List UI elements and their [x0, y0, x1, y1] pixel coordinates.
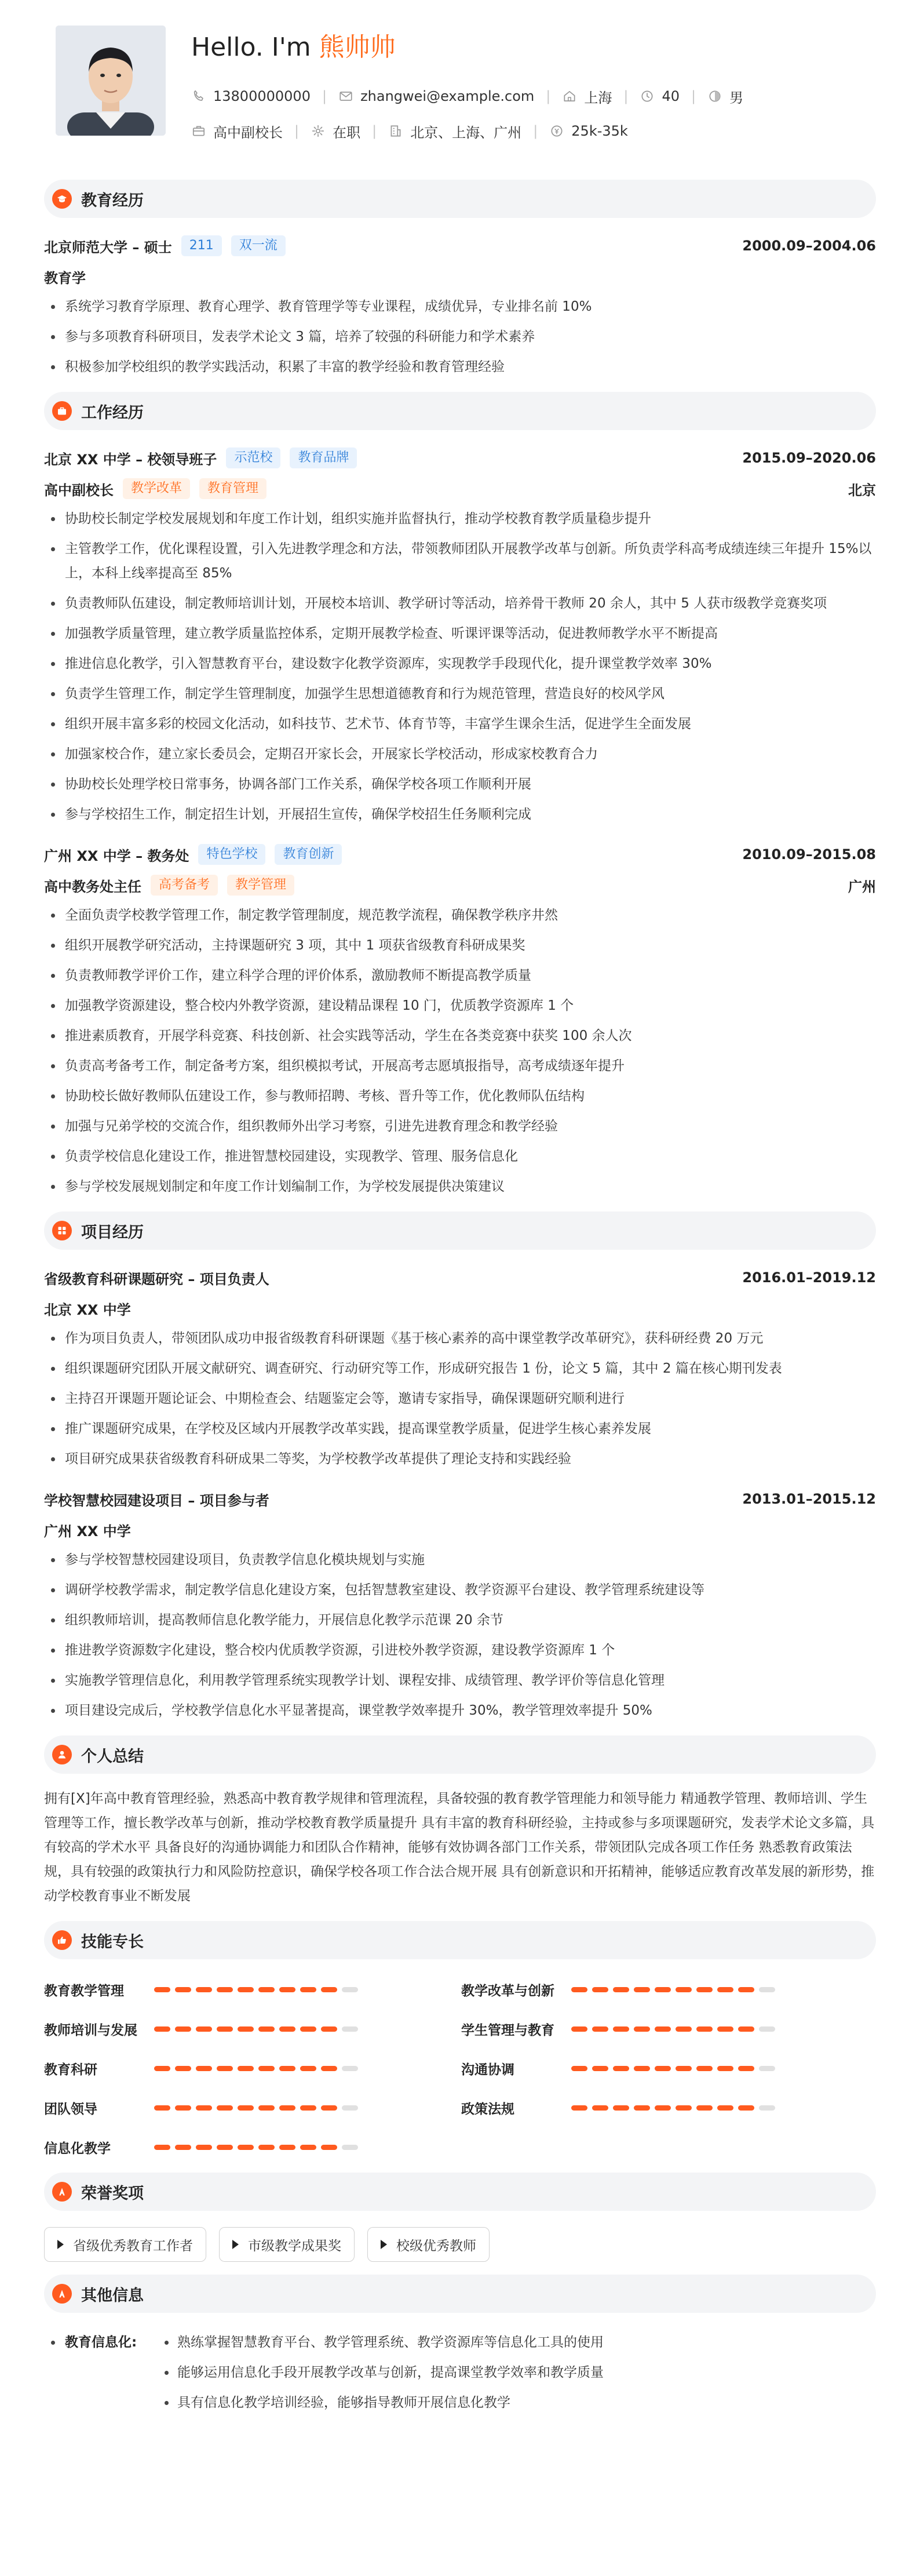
skill-segment	[238, 2026, 254, 2032]
award-label: 市级教学成果奖	[248, 2238, 341, 2254]
email-icon	[338, 89, 353, 104]
skill-name: 教育科研	[44, 2062, 97, 2077]
skill-segment	[217, 2066, 233, 2071]
role-tag: 教学改革	[123, 478, 190, 499]
email-value: zhangwei@example.com	[360, 88, 535, 104]
list-item: 组织课题研究团队开展文献研究、调查研究、行动研究等工作，形成研究报告 1 份，论文 5 篇，其中 2 篇在核心期刊发表	[44, 1356, 876, 1381]
skill-segment	[175, 1987, 191, 1992]
separator: |	[294, 123, 300, 139]
letter-a-icon	[52, 2284, 72, 2304]
skill-level-bar	[571, 2105, 780, 2111]
skill-segment	[759, 2026, 775, 2032]
list-item: 主持召开课题开题论证会、中期检查会、结题鉴定会等，邀请专家指导，确保课题研究顺利进行	[44, 1387, 876, 1411]
projects-section	[44, 1211, 876, 1723]
list-item: 推进教学资源数字化建设，整合校内优质教学资源，引进校外教学资源，建设教学资源库 1 个	[44, 1638, 876, 1662]
skill-segment	[717, 2026, 733, 2032]
greeting-line	[191, 30, 396, 65]
list-item: 组织开展教学研究活动，主持课题研究 3 项，其中 1 项获省级教育科研成果奖	[44, 933, 876, 958]
skill-segment	[342, 2105, 358, 2111]
skill-level-bar	[154, 2105, 363, 2111]
role-title: 高中副校长	[44, 482, 114, 499]
skill-segment	[196, 2145, 212, 2150]
bullet-list	[44, 294, 876, 379]
skill-segment	[321, 2066, 337, 2071]
skill-segment	[258, 2105, 275, 2111]
list-item: 组织教师培训，提高教师信息化教学能力，开展信息化教学示范课 20 余节	[44, 1608, 876, 1632]
skill-segment	[217, 2026, 233, 2032]
skill-name: 学生管理与教育	[461, 2022, 554, 2038]
skill-segment	[613, 1987, 629, 1992]
skill-segment	[175, 2026, 191, 2032]
list-item: 参与学校智慧校园建设项目，负责教学信息化模块规划与实施	[44, 1548, 876, 1572]
skill-segment	[258, 2026, 275, 2032]
role-title: 高中教务处主任	[44, 878, 141, 895]
skill-level-bar	[571, 2026, 780, 2032]
briefcase-icon	[52, 401, 72, 421]
skill-row	[461, 1977, 876, 2002]
status-value: 在职	[333, 124, 361, 141]
other-info-label: 教育信息化:	[44, 2330, 160, 2421]
section-header	[44, 392, 876, 430]
section-title: 工作经历	[81, 403, 144, 422]
project-name: 省级教育科研课题研究 – 项目负责人	[44, 1271, 269, 1287]
skill-segment	[196, 1987, 212, 1992]
position-value: 高中副校长	[213, 124, 283, 141]
skill-segment	[217, 2145, 233, 2150]
skill-segment	[238, 1987, 254, 1992]
role-tag: 教育管理	[199, 478, 266, 499]
skill-segment	[738, 2066, 754, 2071]
skill-segment	[655, 2105, 671, 2111]
locations-value: 北京、上海、广州	[410, 124, 522, 141]
skill-segment	[592, 1987, 608, 1992]
list-item: 协助校长做好教师队伍建设工作，参与教师招聘、考核、晋升等工作，优化教师队伍结构	[44, 1084, 876, 1108]
list-item: 调研学校教学需求，制定教学信息化建设方案，包括智慧教室建设、教学资源平台建设、教学管理系统建设等	[44, 1578, 876, 1602]
other-info-section	[44, 2275, 876, 2421]
skill-segment	[676, 2026, 692, 2032]
section-header	[44, 2173, 876, 2211]
entry-header	[44, 1265, 876, 1290]
entry-header	[44, 445, 876, 471]
bullet-list	[44, 507, 876, 827]
phone-icon	[191, 89, 206, 104]
skill-segment	[571, 2026, 587, 2032]
separator: |	[691, 88, 696, 104]
skill-level-bar	[154, 2145, 363, 2150]
skill-segment	[655, 1987, 671, 1992]
skill-segment	[300, 2105, 316, 2111]
skill-segment	[342, 2066, 358, 2071]
list-item: 负责学生管理工作，制定学生管理制度，加强学生思想道德教育和行为规范管理，营造良好的校风学风	[44, 682, 876, 706]
skill-segment	[238, 2145, 254, 2150]
project-org: 广州 XX 中学	[44, 1523, 131, 1540]
list-item: 实施教学管理信息化，利用教学管理系统实现教学计划、课程安排、成绩管理、教学评价等信息化管理	[44, 1668, 876, 1693]
skill-segment	[634, 2105, 650, 2111]
skill-segment	[300, 2026, 316, 2032]
list-item: 推广课题研究成果，在学校及区域内开展教学改革实践，提高课堂教学质量，促进学生核心素养发展	[44, 1417, 876, 1441]
skill-segment	[196, 2066, 212, 2071]
section-title: 技能专长	[81, 1933, 144, 1951]
skill-name: 团队领导	[44, 2101, 97, 2117]
list-item: 协助校长制定学校发展规划和年度工作计划，组织实施并监督执行，推动学校教育教学质量稳步提升	[44, 507, 876, 531]
briefcase-icon	[191, 123, 206, 139]
skill-row	[44, 2055, 461, 2081]
skill-segment	[300, 1987, 316, 1992]
play-triangle-icon	[381, 2240, 387, 2249]
skill-segment	[738, 2105, 754, 2111]
skill-segment	[655, 2066, 671, 2071]
awards-list	[44, 2227, 876, 2262]
skill-name: 沟通协调	[461, 2062, 514, 2077]
skill-name: 教育教学管理	[44, 1983, 124, 1999]
skill-segment	[571, 2066, 587, 2071]
skill-level-bar	[154, 1987, 363, 1992]
section-header	[44, 2275, 876, 2313]
skill-segment	[696, 1987, 713, 1992]
bullet-list	[160, 2330, 604, 2421]
skill-segment	[154, 2145, 170, 2150]
skill-segment	[258, 2066, 275, 2071]
skill-segment	[738, 2026, 754, 2032]
skill-segment	[738, 1987, 754, 1992]
skill-segment	[717, 2105, 733, 2111]
school-name: 北京师范大学 – 硕士	[44, 239, 172, 256]
list-item: 加强教学质量管理，建立教学质量监控体系，定期开展教学检查、听课评课等活动，促进教师教学水平不断提高	[44, 621, 876, 646]
section-title: 项目经历	[81, 1223, 144, 1242]
bullet-list	[44, 1548, 876, 1723]
skill-segment	[196, 2105, 212, 2111]
section-title: 教育经历	[81, 191, 144, 210]
list-item: 加强与兄弟学校的交流合作，组织教师外出学习考察，引进先进教育理念和教学经验	[44, 1114, 876, 1138]
organization-name: 广州 XX 中学 – 教务处	[44, 847, 189, 864]
summary-text: 拥有[X]年高中教育管理经验，熟悉高中教育教学规律和管理流程，具备较强的教育教学管理能力和领导能力 精通教学管理、教师培训、学生管理等工作，擅长教学改革与创新，推动学校教育教学质量提升 具有丰富的教育科研经验，主持或参与多项课题研究，发表学术论文多篇，具有较高的学术水平 具备良好的沟通协调能力和团队合作精神，能够有效协调各部门工作关系，带领团队完成各项工作任务 熟悉教育政策法规，具有较强的政策执行力和风险防控意识，确保学校各项工作合法合规开展 具有创新意识和开拓精神，能够适应教育改革发展的新形势，推动学校教育事业不断发展	[44, 1791, 875, 1904]
grid-icon	[52, 1221, 72, 1240]
award-label: 省级优秀教育工作者	[73, 2238, 193, 2254]
skill-level-bar	[154, 2026, 363, 2032]
phone-value: 13800000000	[213, 88, 311, 104]
play-triangle-icon	[232, 2240, 239, 2249]
entry-date: 2010.09–2015.08	[742, 846, 876, 863]
org-tag: 教育品牌	[290, 447, 357, 468]
contact-row	[191, 85, 743, 108]
list-item: 能够运用信息化手段开展教学改革与创新，提高课堂教学效率和教学质量	[160, 2360, 604, 2385]
gender-value: 男	[729, 89, 744, 106]
skill-segment	[175, 2105, 191, 2111]
skill-row	[44, 2134, 461, 2160]
skill-segment	[321, 2105, 337, 2111]
entry-header	[44, 842, 876, 867]
skill-segment	[696, 2066, 713, 2071]
project-org: 北京 XX 中学	[44, 1301, 131, 1318]
entry-date: 2000.09–2004.06	[742, 238, 876, 254]
skill-segment	[175, 2066, 191, 2071]
age-icon	[640, 89, 655, 104]
entry-subheader	[44, 263, 876, 290]
skill-segment	[217, 2105, 233, 2111]
candidate-name: 熊帅帅	[319, 32, 396, 62]
skill-row	[44, 2016, 461, 2042]
skill-segment	[217, 1987, 233, 1992]
skill-segment	[634, 2066, 650, 2071]
skill-segment	[154, 2066, 170, 2071]
separator: |	[322, 88, 327, 104]
summary-section	[44, 1735, 876, 1908]
skill-row	[44, 2095, 461, 2120]
skill-segment	[279, 2026, 295, 2032]
skill-name: 教学改革与创新	[461, 1983, 554, 1999]
section-header	[44, 1735, 876, 1774]
school-tag: 双一流	[231, 235, 286, 256]
skill-level-bar	[571, 2066, 780, 2071]
list-item: 作为项目负责人，带领团队成功申报省级教育科研课题《基于核心素养的高中课堂教学改革研究》，获科研经费 20 万元	[44, 1326, 876, 1351]
list-item: 加强教学资源建设，整合校内外教学资源，建设精品课程 10 门，优质教学资源库 1 个	[44, 994, 876, 1018]
skill-segment	[154, 2026, 170, 2032]
skill-segment	[279, 2105, 295, 2111]
award-chip	[219, 2227, 355, 2262]
section-header	[44, 1211, 876, 1250]
list-item: 积极参加学校组织的教学实践活动，积累了丰富的教学经验和教育管理经验	[44, 355, 876, 379]
list-item: 参与学校招生工作，制定招生计划，开展招生宣传，确保学校招生任务顺利完成	[44, 802, 876, 827]
skill-segment	[613, 2026, 629, 2032]
gender-icon	[707, 89, 722, 104]
skill-segment	[592, 2105, 608, 2111]
skill-segment	[676, 2066, 692, 2071]
list-item: 全面负责学校教学管理工作，制定教学管理制度，规范教学流程，确保教学秩序井然	[44, 903, 876, 927]
entry-date: 2013.01–2015.12	[742, 1491, 876, 1507]
work-entry	[44, 445, 876, 827]
separator: |	[372, 123, 377, 139]
skill-segment	[571, 1987, 587, 1992]
entry-title	[44, 844, 342, 865]
salary-item	[549, 123, 628, 139]
salary-value: 25k-35k	[571, 123, 628, 139]
skill-segment	[592, 2066, 608, 2071]
skill-segment	[279, 2145, 295, 2150]
list-item: 组织开展丰富多彩的校园文化活动，如科技节、艺术节、体育节等，丰富学生课余生活，促进学生全面发展	[44, 712, 876, 736]
section-header	[44, 1921, 876, 1959]
skill-segment	[154, 1987, 170, 1992]
award-icon	[52, 2182, 72, 2202]
skill-segment	[759, 2105, 775, 2111]
user-icon	[52, 1745, 72, 1764]
list-item: 负责高考备考工作，制定备考方案，组织模拟考试，开展高考志愿填报指导，高考成绩逐年提升	[44, 1054, 876, 1078]
entry-date: 2016.01–2019.12	[742, 1269, 876, 1286]
award-chip	[367, 2227, 490, 2262]
resume-header	[44, 20, 876, 170]
award-chip	[44, 2227, 206, 2262]
locations-item	[388, 121, 521, 141]
skill-row	[461, 2095, 876, 2120]
skills-section	[44, 1921, 876, 2160]
bullet-list	[44, 1326, 876, 1471]
project-name: 学校智慧校园建设项目 – 项目参与者	[44, 1492, 269, 1509]
skill-segment	[634, 2026, 650, 2032]
thumbs-up-icon	[52, 1930, 72, 1950]
phone-item	[191, 88, 311, 104]
skill-segment	[321, 2145, 337, 2150]
skill-segment	[342, 2145, 358, 2150]
skill-level-bar	[571, 1987, 780, 1992]
other-info-row	[44, 2330, 876, 2421]
entry-title	[44, 447, 357, 468]
separator: |	[623, 88, 629, 104]
skill-name: 信息化教学	[44, 2141, 111, 2156]
org-tag: 教育创新	[275, 844, 342, 865]
skill-segment	[655, 2026, 671, 2032]
skill-segment	[279, 2066, 295, 2071]
skill-segment	[592, 2026, 608, 2032]
avatar	[56, 26, 166, 136]
skill-segment	[175, 2145, 191, 2150]
skill-segment	[571, 2105, 587, 2111]
list-item: 加强家校合作，建立家长委员会，定期召开家长会，开展家长学校活动，形成家校教育合力	[44, 742, 876, 766]
skill-segment	[321, 2026, 337, 2032]
list-item: 系统学习教育学原理、教育心理学、教育管理学等专业课程，成绩优异，专业排名前 10%	[44, 294, 876, 319]
city-item	[562, 86, 612, 107]
section-title: 个人总结	[81, 1747, 144, 1766]
skill-segment	[613, 2105, 629, 2111]
school-tag: 211	[181, 235, 222, 256]
bullet-list	[44, 903, 876, 1199]
separator: |	[533, 123, 538, 139]
role-line	[44, 875, 294, 896]
skill-segment	[634, 1987, 650, 1992]
section-title: 荣誉奖项	[81, 2184, 144, 2203]
list-item: 具有信息化教学培训经验，能够指导教师开展信息化教学	[160, 2391, 604, 2415]
entry-title	[44, 235, 286, 256]
skill-segment	[676, 2105, 692, 2111]
skill-segment	[238, 2066, 254, 2071]
skill-segment	[342, 1987, 358, 1992]
list-item: 负责学校信息化建设工作，推进智慧校园建设，实现教学、管理、服务信息化	[44, 1144, 876, 1169]
education-entry	[44, 233, 876, 379]
skill-segment	[342, 2026, 358, 2032]
skill-segment	[300, 2145, 316, 2150]
list-item: 主管教学工作，优化课程设置，引入先进教学理念和方法，带领教师团队开展教学改革与创新。所负责学科高考成绩连续三年提升 15%以上，本科上线率提高至 85%	[44, 537, 876, 585]
list-item: 负责教师队伍建设，制定教师培训计划，开展校本培训、教学研讨等活动，培养骨干教师 20 余人，其中 5 人获市级教学竞赛奖项	[44, 591, 876, 616]
major: 教育学	[44, 270, 86, 286]
role-tag: 高考备考	[151, 875, 218, 896]
position-item	[191, 121, 283, 141]
job-location: 北京	[848, 482, 876, 499]
org-tag: 示范校	[226, 447, 280, 468]
home-icon	[562, 89, 577, 104]
skill-segment	[696, 2105, 713, 2111]
work-entry	[44, 842, 876, 1199]
list-item: 协助校长处理学校日常事务，协调各部门工作关系，确保学校各项工作顺利开展	[44, 772, 876, 796]
entry-header	[44, 1486, 876, 1512]
salary-icon	[549, 123, 564, 139]
age-item	[640, 88, 680, 104]
skill-segment	[717, 1987, 733, 1992]
skill-segment	[196, 2026, 212, 2032]
separator: |	[546, 88, 551, 104]
skill-row	[461, 2016, 876, 2042]
email-item	[338, 88, 534, 104]
project-entry	[44, 1265, 876, 1471]
entry-subheader	[44, 1516, 876, 1543]
gear-icon	[311, 123, 326, 139]
gender-item	[707, 86, 743, 107]
age-value: 40	[662, 88, 680, 104]
skills-grid	[44, 1977, 876, 2160]
list-item: 熟练掌握智慧教育平台、教学管理系统、教学资源库等信息化工具的使用	[160, 2330, 604, 2355]
skill-segment	[717, 2066, 733, 2071]
list-item: 项目建设完成后，学校教学信息化水平显著提高，课堂教学效率提升 30%，教学管理效率提升 50%	[44, 1698, 876, 1723]
entry-date: 2015.09–2020.06	[742, 450, 876, 466]
skill-segment	[238, 2105, 254, 2111]
skill-segment	[759, 1987, 775, 1992]
award-label: 校级优秀教师	[396, 2238, 476, 2254]
list-item: 参与学校发展规划制定和年度工作计划编制工作，为学校发展提供决策建议	[44, 1174, 876, 1199]
list-item: 项目研究成果获省级教育科研成果二等奖，为学校教学改革提供了理论支持和实践经验	[44, 1447, 876, 1471]
greeting-text: Hello. I'm	[191, 32, 319, 62]
role-line	[44, 478, 266, 499]
organization-name: 北京 XX 中学 – 校领导班子	[44, 451, 217, 468]
entry-subheader	[44, 872, 876, 898]
skill-segment	[613, 2066, 629, 2071]
skill-segment	[321, 1987, 337, 1992]
skill-segment	[300, 2066, 316, 2071]
org-tag: 特色学校	[198, 844, 265, 865]
entry-header	[44, 233, 876, 259]
skill-segment	[258, 2145, 275, 2150]
skill-level-bar	[154, 2066, 363, 2071]
work-section	[44, 392, 876, 1199]
skill-segment	[279, 1987, 295, 1992]
project-entry	[44, 1486, 876, 1723]
job-intent-row	[191, 119, 628, 143]
skill-row	[44, 1977, 461, 2002]
skill-segment	[759, 2066, 775, 2071]
skill-row	[461, 2055, 876, 2081]
list-item: 推进素质教育，开展学科竞赛、科技创新、社会实践等活动，学生在各类竞赛中获奖 100 余人次	[44, 1024, 876, 1048]
role-tag: 教学管理	[227, 875, 294, 896]
list-item: 参与多项教育科研项目，发表学术论文 3 篇，培养了较强的科研能力和学术素养	[44, 325, 876, 349]
list-item: 负责教师教学评价工作，建立科学合理的评价体系，激励教师不断提高教学质量	[44, 963, 876, 988]
graduation-cap-icon	[52, 189, 72, 209]
awards-section	[44, 2173, 876, 2262]
skill-name: 政策法规	[461, 2101, 514, 2117]
play-triangle-icon	[57, 2240, 64, 2249]
entry-subheader	[44, 1295, 876, 1322]
education-section	[44, 180, 876, 379]
list-item: 推进信息化教学，引入智慧教育平台，建设数字化教学资源库，实现教学手段现代化，提升课堂教学效率 30%	[44, 652, 876, 676]
skill-segment	[154, 2105, 170, 2111]
building-icon	[388, 123, 403, 139]
entry-subheader	[44, 475, 876, 502]
status-item	[311, 121, 360, 141]
city-value: 上海	[584, 89, 612, 106]
skill-segment	[696, 2026, 713, 2032]
skill-segment	[258, 1987, 275, 1992]
other-info-body	[44, 2330, 876, 2421]
section-header	[44, 180, 876, 218]
skill-name: 教师培训与发展	[44, 2022, 137, 2038]
section-title: 其他信息	[81, 2286, 144, 2305]
job-location: 广州	[848, 878, 876, 895]
skill-segment	[676, 1987, 692, 1992]
